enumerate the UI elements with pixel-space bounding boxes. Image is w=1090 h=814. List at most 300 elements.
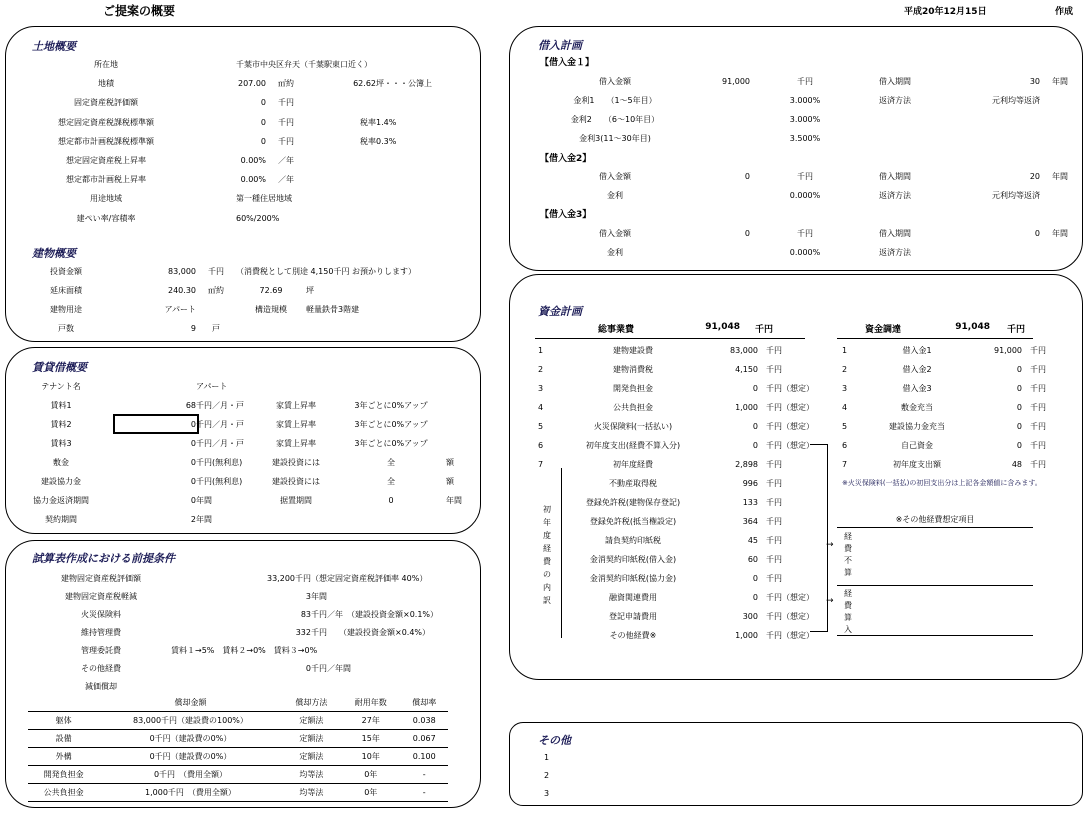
lease-row-extra-unit: 年間 bbox=[446, 496, 462, 505]
bracket-label-char: 費 bbox=[844, 544, 852, 553]
depreciation-cell: 1,000千円 （費用全額） bbox=[99, 784, 281, 802]
lease-row-extra: 建設投資には bbox=[272, 458, 320, 467]
land-row-label: 想定都市計画税上昇率 bbox=[66, 175, 146, 185]
lease-row-value: 68 bbox=[185, 401, 196, 410]
funding-label: 資金調達 bbox=[865, 325, 902, 335]
author-label: 作成 bbox=[1055, 7, 1074, 17]
lease-section-title: 賃貸借概要 bbox=[32, 361, 87, 374]
funding-row-label: 敷金充当 bbox=[901, 403, 933, 412]
cost-row-value: 83,000 bbox=[730, 346, 758, 355]
lease-row-label: 建設協力金 bbox=[41, 477, 81, 486]
depreciation-cell: 定額法 bbox=[282, 748, 341, 766]
lease-row-unit: 千円／月・戸 bbox=[196, 439, 244, 448]
loan1-title: 【借入金１】 bbox=[540, 58, 595, 68]
cost-row-number: 2 bbox=[538, 365, 544, 374]
table-row bbox=[28, 784, 448, 802]
depreciation-cell: 0年 bbox=[341, 784, 400, 802]
lease-row-label: 賃料1 bbox=[50, 401, 72, 410]
loan1-extra-value: 元利均等返済 bbox=[992, 96, 1040, 105]
building-row-unit: ㎡約 bbox=[208, 286, 224, 295]
land-row-extra: 税率 bbox=[360, 136, 376, 146]
building-row-value: 9 bbox=[190, 324, 196, 333]
funding-row-label: 借入金1 bbox=[902, 346, 932, 355]
loan3-extra-value: 0 bbox=[1034, 229, 1040, 238]
expense-row-unit: 千円 bbox=[766, 555, 782, 564]
bracket-label-char: 算 bbox=[844, 568, 852, 577]
land-row-label: 固定資産税評価額 bbox=[74, 98, 138, 108]
table-row bbox=[28, 748, 448, 766]
loan1-label: 借入金額 bbox=[599, 77, 631, 86]
land-row-value: 0.00% bbox=[240, 156, 266, 166]
borrow-section-title: 借入計画 bbox=[538, 39, 582, 52]
loan3-label: 金利 bbox=[607, 248, 623, 257]
depreciation-cell: 均等法 bbox=[282, 766, 341, 784]
loan2-table bbox=[550, 167, 1080, 205]
funding-row-value: 0 bbox=[1016, 384, 1022, 393]
expense-row-label: 融資関連費用 bbox=[609, 593, 657, 602]
depreciation-cell: 0.067 bbox=[400, 730, 448, 748]
land-row-value: 0 bbox=[260, 98, 266, 108]
loan1-label: 金利1 （1～5年目） bbox=[573, 96, 657, 105]
cost-row-number: 3 bbox=[538, 384, 544, 393]
depreciation-header: 償却率 bbox=[400, 694, 448, 712]
funding-row-number: 1 bbox=[842, 346, 848, 355]
other-expense-line-mid bbox=[837, 585, 1033, 586]
funding-unit: 千円 bbox=[1007, 325, 1026, 335]
land-row-unit: ㎡約 bbox=[278, 79, 294, 89]
funding-row-label: 借入金2 bbox=[902, 365, 932, 374]
land-row-label: 想定固定資産税上昇率 bbox=[66, 156, 146, 166]
land-row-extra-value: 坪・・・公簿上 bbox=[376, 79, 432, 89]
loan2-extra-label: 返済方法 bbox=[879, 191, 911, 200]
funds-section-title: 資金計画 bbox=[538, 305, 582, 318]
bracket-top-line bbox=[810, 444, 828, 445]
loan2-extra-unit: 年間 bbox=[1052, 172, 1068, 181]
loan3-unit: 0.000% bbox=[789, 248, 821, 257]
cost-row-number: 7 bbox=[538, 460, 544, 469]
expense-row-value: 0 bbox=[752, 593, 758, 602]
building-row-note: （消費税として別途 4,150千円 お預かりします） bbox=[236, 267, 416, 276]
funding-row-label: 借入金3 bbox=[902, 384, 932, 393]
land-row-label: 建ぺい率/容積率 bbox=[76, 213, 136, 223]
cost-row-unit: 千円（想定） bbox=[766, 384, 814, 393]
expense-row-label: 登記申請費用 bbox=[609, 612, 657, 621]
funding-row-label: 自己資金 bbox=[901, 441, 933, 450]
lease-row-extra-value: 3年ごとに0%アップ bbox=[354, 439, 428, 448]
expense-row-label: 登録免許税(抵当権設定) bbox=[589, 517, 677, 526]
land-row-value: 0 bbox=[260, 136, 266, 146]
cost-row-unit: 千円 bbox=[766, 460, 782, 469]
lease-row-unit: アパート bbox=[196, 382, 228, 391]
loan3-table bbox=[550, 224, 1080, 262]
loan2-extra-value: 20 bbox=[1029, 172, 1040, 181]
condition-label: 減価償却 bbox=[85, 681, 117, 691]
loan1-extra-label: 借入期間 bbox=[879, 77, 911, 86]
cost-row-value: 0 bbox=[752, 422, 758, 431]
condition-value: 33,200千円 bbox=[267, 573, 311, 583]
loan3-unit: 千円 bbox=[797, 229, 813, 238]
loan1-unit: 3.000% bbox=[789, 115, 821, 124]
building-row-unit: 千円 bbox=[208, 267, 224, 276]
building-row-unit: 戸 bbox=[212, 324, 220, 333]
vertical-label-char: 経 bbox=[543, 544, 551, 553]
borrow-panel bbox=[509, 26, 1083, 271]
building-row-extra-value: 坪 bbox=[306, 286, 314, 295]
depreciation-cell: 0千円（建設費の0%） bbox=[99, 748, 281, 766]
cost-row-value: 4,150 bbox=[735, 365, 758, 374]
cost-row-number: 6 bbox=[538, 441, 544, 450]
loan1-unit: 3.500% bbox=[789, 134, 821, 143]
lease-row-extra-unit: 額 bbox=[446, 477, 454, 486]
expense-row-value: 364 bbox=[742, 517, 758, 526]
land-row-label: 想定都市計画税課税標準額 bbox=[58, 136, 154, 146]
funding-row-value: 0 bbox=[1016, 403, 1022, 412]
loan1-label: 金利3(11～30年目) bbox=[579, 134, 651, 143]
table-row bbox=[28, 712, 448, 730]
other-expense-title: ※その他経費想定項目 bbox=[895, 515, 975, 524]
lease-row-label: テナント名 bbox=[41, 382, 81, 391]
depreciation-cell: 設備 bbox=[28, 730, 99, 748]
expense-row-unit: 千円（想定） bbox=[766, 631, 814, 640]
expense-row-unit: 千円（想定） bbox=[766, 612, 814, 621]
depreciation-header: 償却金額 bbox=[99, 694, 281, 712]
other-panel bbox=[509, 722, 1083, 806]
condition-label: 管理委託費 bbox=[81, 645, 121, 655]
land-row-extra: 62.62 bbox=[353, 79, 376, 89]
funding-row-number: 3 bbox=[842, 384, 848, 393]
depreciation-cell: 0.100 bbox=[400, 748, 448, 766]
lease-row-extra: 家賃上昇率 bbox=[276, 439, 316, 448]
bracket-bottom-line bbox=[810, 631, 828, 632]
cost-row-label: 火災保険料(一括払い) bbox=[593, 422, 673, 431]
lease-row-value: 0 bbox=[190, 420, 196, 429]
land-row-extra-value: 0.3% bbox=[376, 136, 397, 146]
funding-row-number: 6 bbox=[842, 441, 848, 450]
other-expense-line-bottom bbox=[837, 635, 1033, 636]
land-row-label: 地積 bbox=[98, 79, 114, 89]
loan2-label: 金利 bbox=[607, 191, 623, 200]
vertical-label-char: 内 bbox=[543, 583, 551, 592]
loan3-title: 【借入金3】 bbox=[540, 210, 592, 220]
condition-label: 建物固定資産税軽減 bbox=[65, 591, 137, 601]
cost-row-label: 初年度経費 bbox=[613, 460, 653, 469]
condition-value: 332 bbox=[295, 627, 311, 637]
vertical-label-char: の bbox=[543, 570, 551, 579]
land-row-unit: ／年 bbox=[278, 175, 294, 185]
condition-value: 0 bbox=[305, 663, 311, 673]
cost-row-value: 2,898 bbox=[735, 460, 758, 469]
lease-row-value: 0 bbox=[190, 496, 196, 505]
building-row-label: 戸数 bbox=[58, 324, 74, 333]
bracket-label-char: 入 bbox=[844, 625, 852, 634]
cost-row-label: 建物消費税 bbox=[613, 365, 653, 374]
depreciation-cell: 27年 bbox=[341, 712, 400, 730]
condition-note: 千円／年 （建設投資金額×0.1%） bbox=[311, 609, 439, 619]
condition-note: （想定固定資産税評価率 40%） bbox=[311, 573, 428, 583]
lease-table bbox=[16, 377, 476, 529]
condition-value: 賃料１→5% 賃料２→0% 賃料３→0% bbox=[171, 645, 318, 655]
condition-label: 建物固定資産税評価額 bbox=[61, 573, 141, 583]
land-table bbox=[16, 55, 526, 228]
loan1-unit: 千円 bbox=[797, 77, 813, 86]
loan1-extra-value: 30 bbox=[1029, 77, 1040, 86]
lease-row-extra: 家賃上昇率 bbox=[276, 420, 316, 429]
building-row-extra: 72.69 bbox=[259, 286, 283, 295]
bracket-label-char: 算 bbox=[844, 613, 852, 622]
lease-row-extra-value: 3年ごとに0%アップ bbox=[354, 420, 428, 429]
expense-row-label: その他経費※ bbox=[609, 631, 657, 640]
selected-cell[interactable] bbox=[113, 414, 199, 434]
funds-panel bbox=[509, 274, 1083, 680]
breakdown-divider bbox=[561, 468, 562, 638]
lease-row-label: 賃料2 bbox=[50, 420, 72, 429]
land-row-value: 60%/200% bbox=[236, 213, 280, 223]
total-cost-unit: 千円 bbox=[755, 325, 774, 335]
lease-row-unit: 千円／月・戸 bbox=[196, 420, 244, 429]
loan2-value: 0 bbox=[744, 172, 750, 181]
depreciation-cell: 83,000千円（建設費の100%） bbox=[99, 712, 281, 730]
land-row-value: 0 bbox=[260, 117, 266, 127]
condition-note: 千円 （建設投資金額×0.4%） bbox=[311, 627, 431, 637]
bracket-arrow-2-icon: → bbox=[826, 596, 834, 606]
expense-row-unit: 千円 bbox=[766, 517, 782, 526]
table-row bbox=[28, 766, 448, 784]
bracket-label-char: 経 bbox=[844, 589, 852, 598]
cost-row-label: 公共負担金 bbox=[613, 403, 653, 412]
land-row-value: 第一種住居地域 bbox=[236, 194, 292, 204]
depreciation-cell: 外構 bbox=[28, 748, 99, 766]
loan1-unit: 3.000% bbox=[789, 96, 821, 105]
conditions-section-title: 試算表作成における前提条件 bbox=[32, 552, 175, 565]
funding-row-value: 0 bbox=[1016, 441, 1022, 450]
expense-row-label: 請負契約印紙税 bbox=[605, 536, 661, 545]
funding-row-value: 0 bbox=[1016, 365, 1022, 374]
loan2-unit: 0.000% bbox=[789, 191, 821, 200]
funding-row-value: 48 bbox=[1011, 460, 1022, 469]
condition-label: 火災保険料 bbox=[81, 609, 121, 619]
lease-row-label: 敷金 bbox=[53, 458, 69, 467]
funding-row-unit: 千円 bbox=[1030, 422, 1046, 431]
cost-row-number: 4 bbox=[538, 403, 544, 412]
condition-note: 千円／年間 bbox=[311, 663, 351, 673]
building-row-label: 投資金額 bbox=[50, 267, 82, 276]
bracket-label-not-included bbox=[842, 531, 854, 579]
condition-value: 83 bbox=[300, 609, 311, 619]
bracket-label-char: 不 bbox=[844, 556, 852, 565]
expense-row-unit: 千円 bbox=[766, 479, 782, 488]
expense-row-unit: 千円 bbox=[766, 574, 782, 583]
other-expense-line-top bbox=[837, 527, 1033, 528]
depreciation-header: 耐用年数 bbox=[341, 694, 400, 712]
funding-row-unit: 千円 bbox=[1030, 384, 1046, 393]
lease-row-value: 0 bbox=[190, 439, 196, 448]
lease-row-value: 2 bbox=[190, 515, 196, 524]
expense-row-unit: 千円 bbox=[766, 498, 782, 507]
depreciation-cell: 0千円（建設費の0%） bbox=[99, 730, 281, 748]
total-cost-value: 91,048 bbox=[705, 322, 740, 332]
cost-row-unit: 千円（想定） bbox=[766, 441, 814, 450]
cost-row-number: 1 bbox=[538, 346, 544, 355]
depreciation-cell: 公共負担金 bbox=[28, 784, 99, 802]
lease-row-extra: 家賃上昇率 bbox=[276, 401, 316, 410]
building-row-extra-value: 軽量鉄骨3階建 bbox=[306, 305, 360, 314]
cost-row-value: 0 bbox=[752, 384, 758, 393]
depreciation-table bbox=[28, 694, 448, 802]
lease-row-extra: 建設投資には bbox=[272, 477, 320, 486]
lease-row-unit: 千円(無利息) bbox=[196, 477, 243, 486]
depreciation-cell: 定額法 bbox=[282, 730, 341, 748]
lease-row-extra: 据置期間 bbox=[280, 496, 312, 505]
building-row-value: 240.30 bbox=[168, 286, 196, 295]
funding-underline bbox=[837, 338, 1033, 339]
funding-row-unit: 千円 bbox=[1030, 365, 1046, 374]
depreciation-cell: - bbox=[400, 784, 448, 802]
land-row-extra: 税率 bbox=[360, 117, 376, 127]
cost-row-value: 1,000 bbox=[735, 403, 758, 412]
cost-row-label: 開発負担金 bbox=[613, 384, 653, 393]
lease-row-label: 協力金返済期間 bbox=[33, 496, 89, 505]
loan1-label: 金利2 （6～10年目） bbox=[570, 115, 660, 124]
building-table bbox=[16, 262, 486, 338]
conditions-table bbox=[31, 569, 491, 695]
loan2-title: 【借入金2】 bbox=[540, 154, 592, 164]
depreciation-cell: 躯体 bbox=[28, 712, 99, 730]
land-row-extra-value: 1.4% bbox=[376, 117, 397, 127]
funding-row-value: 91,000 bbox=[994, 346, 1022, 355]
building-row-extra: 構造規模 bbox=[255, 305, 287, 314]
lease-row-extra-value: 全 bbox=[387, 458, 395, 467]
loan2-extra-value: 元利均等返済 bbox=[992, 191, 1040, 200]
lease-row-label: 契約期間 bbox=[45, 515, 77, 524]
loan1-value: 91,000 bbox=[722, 77, 750, 86]
expense-row-value: 996 bbox=[742, 479, 758, 488]
loan2-label: 借入金額 bbox=[599, 172, 631, 181]
other-section-title: その他 bbox=[538, 734, 571, 747]
funding-row-number: 2 bbox=[842, 365, 848, 374]
loan3-extra-unit: 年間 bbox=[1052, 229, 1068, 238]
lease-row-unit: 年間 bbox=[196, 496, 212, 505]
lease-row-value: 0 bbox=[190, 477, 196, 486]
loan3-extra-label: 返済方法 bbox=[879, 248, 911, 257]
land-row-unit: 千円 bbox=[278, 117, 294, 127]
loan3-label: 借入金額 bbox=[599, 229, 631, 238]
building-section-title: 建物概要 bbox=[32, 247, 76, 260]
bracket-label-included bbox=[842, 588, 854, 636]
bracket-arrow-1-icon: → bbox=[826, 540, 834, 550]
depreciation-cell: 均等法 bbox=[282, 784, 341, 802]
expense-row-label: 金消契約印紙税(借入金) bbox=[589, 555, 677, 564]
land-row-value: 0.00% bbox=[240, 175, 266, 185]
loan3-extra-label: 借入期間 bbox=[879, 229, 911, 238]
conditions-panel bbox=[5, 540, 481, 808]
land-building-panel bbox=[5, 26, 481, 342]
land-row-label: 想定固定資産税課税標準額 bbox=[58, 117, 154, 127]
expense-row-value: 133 bbox=[742, 498, 758, 507]
building-row-value: 83,000 bbox=[168, 267, 196, 276]
lease-row-unit: 千円(無利息) bbox=[196, 458, 243, 467]
other-item-2: 2 bbox=[544, 771, 550, 780]
insurance-note: ※火災保険料(一括払)の初回支出分は上記各金額値に含みます。 bbox=[842, 479, 1042, 487]
expense-row-label: 登録免許税(建物保存登記) bbox=[585, 498, 681, 507]
depreciation-header: 償却方法 bbox=[282, 694, 341, 712]
page-title: ご提案の概要 bbox=[103, 4, 176, 18]
breakdown-vertical-label bbox=[541, 503, 553, 607]
lease-row-extra-value: 0 bbox=[388, 496, 394, 505]
vertical-label-char: 費 bbox=[543, 557, 551, 566]
bracket-label-char: 費 bbox=[844, 601, 852, 610]
expense-row-unit: 千円 bbox=[766, 536, 782, 545]
first-year-expense-breakdown bbox=[568, 474, 838, 645]
condition-label: その他経費 bbox=[81, 663, 121, 673]
depreciation-cell: 開発負担金 bbox=[28, 766, 99, 784]
expense-row-value: 0 bbox=[752, 574, 758, 583]
other-item-3: 3 bbox=[544, 789, 550, 798]
lease-row-value: 0 bbox=[190, 458, 196, 467]
depreciation-cell: - bbox=[400, 766, 448, 784]
lease-row-extra-unit: 額 bbox=[446, 458, 454, 467]
building-row-value: アパート bbox=[164, 305, 196, 314]
funding-table bbox=[842, 341, 1062, 474]
funding-row-number: 5 bbox=[842, 422, 848, 431]
cost-row-label: 建物建設費 bbox=[613, 346, 653, 355]
building-row-label: 建物用途 bbox=[50, 305, 82, 314]
land-row-label: 所在地 bbox=[94, 60, 118, 70]
condition-value: 3 bbox=[305, 591, 311, 601]
depreciation-cell: 0年 bbox=[341, 766, 400, 784]
lease-row-label: 賃料3 bbox=[50, 439, 72, 448]
vertical-label-char: 訳 bbox=[543, 596, 551, 605]
funding-row-unit: 千円 bbox=[1030, 460, 1046, 469]
funding-row-label: 初年度支出額 bbox=[893, 460, 941, 469]
vertical-label-char: 度 bbox=[543, 531, 551, 540]
expense-row-unit: 千円（想定） bbox=[766, 593, 814, 602]
expense-row-value: 45 bbox=[747, 536, 758, 545]
expense-row-value: 300 bbox=[742, 612, 758, 621]
condition-label: 維持管理費 bbox=[81, 627, 121, 637]
document-date: 平成20年12月15日 bbox=[904, 7, 987, 17]
funding-row-unit: 千円 bbox=[1030, 441, 1046, 450]
expense-row-label: 金消契約印紙税(協力金) bbox=[589, 574, 677, 583]
depreciation-header bbox=[28, 694, 99, 712]
bracket-label-char: 経 bbox=[844, 532, 852, 541]
other-item-1: 1 bbox=[544, 753, 550, 762]
condition-note: 年間 bbox=[311, 591, 327, 601]
funding-row-value: 0 bbox=[1016, 422, 1022, 431]
lease-row-extra-value: 全 bbox=[387, 477, 395, 486]
land-section-title: 土地概要 bbox=[32, 40, 76, 53]
land-row-unit: ／年 bbox=[278, 156, 294, 166]
cost-row-label: 初年度支出(経費不算入分) bbox=[585, 441, 681, 450]
lease-row-extra-value: 3年ごとに0%アップ bbox=[354, 401, 428, 410]
land-row-unit: 千円 bbox=[278, 98, 294, 108]
funding-row-unit: 千円 bbox=[1030, 346, 1046, 355]
depreciation-cell: 15年 bbox=[341, 730, 400, 748]
vertical-label-char: 年 bbox=[543, 518, 551, 527]
loan1-table bbox=[550, 72, 1080, 148]
depreciation-cell: 10年 bbox=[341, 748, 400, 766]
cost-row-unit: 千円 bbox=[766, 365, 782, 374]
building-row-label: 延床面積 bbox=[50, 286, 82, 295]
funding-row-number: 4 bbox=[842, 403, 848, 412]
land-row-unit: 千円 bbox=[278, 136, 294, 146]
cost-row-unit: 千円 bbox=[766, 346, 782, 355]
land-row-label: 用途地域 bbox=[90, 194, 122, 204]
funding-row-label: 建設協力金充当 bbox=[889, 422, 945, 431]
loan1-extra-label: 返済方法 bbox=[879, 96, 911, 105]
lease-panel bbox=[5, 347, 481, 534]
total-cost-table bbox=[538, 341, 838, 474]
funding-row-unit: 千円 bbox=[1030, 403, 1046, 412]
